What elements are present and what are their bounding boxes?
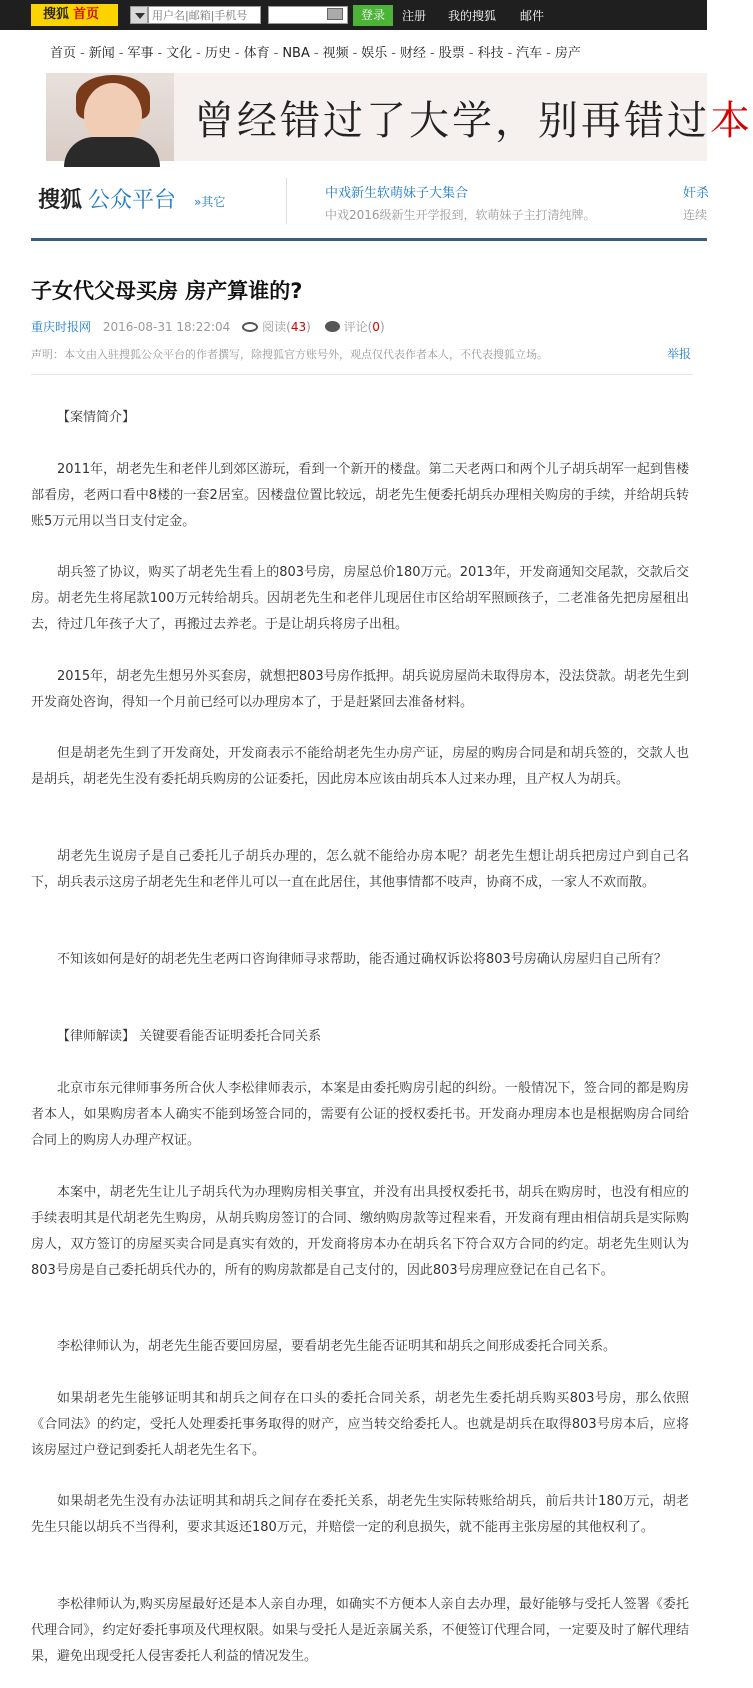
nav-separator: - <box>196 46 201 61</box>
banner-slogan <box>194 89 753 146</box>
article-paragraph: 胡兵签了协议，购买了胡老先生看上的803号房，房屋总价180万元。2013年，开发商通知交尾款，交款后交房。胡老先生将尾款100万元转给胡兵。因胡老先生和老伴儿现居住市区给胡军照顾孩子，二老准备先把房屋租出去，待过几年孩子大了，再搬过去养老。于是让胡兵将房子出租。 <box>31 565 689 632</box>
nav-separator: - <box>468 46 474 61</box>
mail-link[interactable]: 邮件 <box>520 9 545 23</box>
banner-slogan-main: 曾经错过了大学，别再错过 <box>194 98 710 144</box>
logo-text: 搜狐 <box>43 7 70 22</box>
article-paragraph: 【案情简介】 <box>57 410 136 425</box>
comment-label[interactable]: 评论( <box>343 320 373 334</box>
nav-item[interactable]: 股票 <box>438 46 465 61</box>
keyboard-icon[interactable] <box>327 8 343 20</box>
nav-item[interactable]: 文化 <box>166 46 193 61</box>
nav-item[interactable]: 首页 <box>50 46 77 61</box>
platform-logo-text: 搜狐 <box>38 188 83 213</box>
comment-close: ) <box>379 320 385 334</box>
nav-item[interactable]: 汽车 <box>516 46 543 61</box>
article-meta <box>31 318 385 334</box>
disclaimer: 声明：本文由入驻搜狐公众平台的作者撰写，除搜狐官方账号外，观点仅代表作者本人，不代表搜狐立场。 <box>31 348 548 361</box>
read-count: 43 <box>290 320 307 334</box>
promo-2-title[interactable]: 奸杀 <box>683 186 710 201</box>
eye-icon <box>242 322 258 332</box>
register-link[interactable]: 注册 <box>402 9 427 23</box>
nav-separator: - <box>507 46 513 61</box>
nav-item[interactable]: 新闻 <box>88 46 115 61</box>
nav-separator: - <box>118 46 124 61</box>
article-paragraph: 2015年，胡老先生想另外买套房，就想把803号房作抵押。胡兵说房屋尚未取得房本，没法贷款。胡老先生到开发商处咨询，得知一个月前已经可以办理房本了，于是赶紧回去准备材料。 <box>31 669 689 710</box>
article-source[interactable]: 重庆时报网 <box>31 320 92 334</box>
nav-separator: - <box>157 46 163 61</box>
article-paragraph: 不知该如何是好的胡老先生老两口咨询律师寻求帮助，能否通过确权诉讼将803号房确认房屋归自己所有？ <box>57 952 667 967</box>
article-paragraph: 如果胡老先生没有办法证明其和胡兵之间存在委托关系，胡老先生实际转账给胡兵，前后共计180万元，胡老先生只能以胡兵不当得利，要求其返还180万元，并赔偿一定的利息损失，就不能再主张房屋的其他权利了。 <box>31 1494 689 1535</box>
banner-slogan-red: 本 <box>710 98 753 144</box>
nav-item[interactable]: NBA <box>282 46 310 61</box>
article-datetime: 2016-08-31 18:22:04 <box>102 320 231 334</box>
article-paragraph: 北京市东元律师事务所合伙人李松律师表示，本案是由委托购房引起的纠纷。一般情况下，签合同的都是购房者本人，如果购房者本人确实不能到场签合同的，需要有公证的授权委托书。开发商办理房本也是根据购房合同给合同上的购房人办理产权证。 <box>31 1081 689 1148</box>
promo-1-title[interactable]: 中戏新生软萌妹子大集合 <box>325 186 469 201</box>
promo-1-desc: 中戏2016级新生开学报到，软萌妹子主打清纯牌。 <box>325 208 596 222</box>
nav-separator: - <box>234 46 240 61</box>
nav-separator: - <box>80 46 85 61</box>
nav-item[interactable]: 体育 <box>243 46 270 61</box>
nav-separator: - <box>273 46 279 61</box>
article-paragraph: 如果胡老先生能够证明其和胡兵之间存在口头的委托合同关系，胡老先生委托胡兵购买803号房，那么依照《合同法》的约定，受托人处理委托事务取得的财产，应当转交给委托人。也就是胡兵在取得803号房本后，应将该房屋过户登记到委托人胡老先生名下。 <box>31 1391 689 1458</box>
article-paragraph: 胡老先生说房子是自己委托儿子胡兵办理的，怎么就不能给办房本呢？胡老先生想让胡兵把房过户到自己名下，胡兵表示这房子胡老先生和老伴儿可以一直在此居住，其他事情都不吱声，协商不成，一家人不欢而散。 <box>31 849 689 890</box>
home-link[interactable]: 首页 <box>73 7 100 22</box>
nav-item[interactable]: 历史 <box>204 46 231 61</box>
meta-divider <box>31 374 693 375</box>
banner-ad[interactable] <box>46 73 753 161</box>
platform-divider <box>286 178 287 224</box>
nav-item[interactable]: 房产 <box>554 46 581 61</box>
nav-separator: - <box>352 46 358 61</box>
nav-item[interactable]: 军事 <box>127 46 154 61</box>
nav-item[interactable]: 科技 <box>477 46 504 61</box>
report-link[interactable]: 举报 <box>667 347 692 361</box>
platform-logo[interactable] <box>38 183 176 214</box>
top-bar <box>0 0 707 30</box>
platform-more-link[interactable]: »其它 <box>194 195 226 209</box>
article-paragraph: 2011年，胡老先生和老伴儿到郊区游玩，看到一个新开的楼盘。第二天老两口和两个儿子胡兵胡军一起到售楼部看房，老两口看中8楼的一套2居室。因楼盘位置比较远，胡老先生便委托胡兵办理相关购房的手续，并给胡兵转账5万元用以当日支付定金。 <box>31 462 689 529</box>
nav-separator: - <box>391 46 396 61</box>
nav-separator: - <box>313 46 319 61</box>
article-paragraph: 李松律师认为,购买房屋最好还是本人亲自办理，如确实不方便本人亲自去办理，最好能够与受托人签署《委托代理合同》，约定好委托事项及代理权限。如果与受托人是近亲属关系，不便签订代理合同，一定要及时了解代理结果，避免出现受托人侵害委托人利益的情况发生。 <box>31 1597 689 1664</box>
account-input[interactable] <box>148 6 261 24</box>
article-paragraph: 但是胡老先生到了开发商处，开发商表示不能给胡老先生办房产证，房屋的购房合同是和胡兵签的，交款人也是胡兵，胡老先生没有委托胡兵购房的公证委托，因此房本应该由胡兵本人过来办理，且产权人为胡兵。 <box>31 746 689 787</box>
article-paragraph: 本案中，胡老先生让儿子胡兵代为办理购房相关事宜，并没有出具授权委托书，胡兵在购房时，也没有相应的手续表明其是代胡老先生购房，从胡兵购房签订的合同、缴纳购房款等过程来看，开发商有理由相信胡兵是实际购房人，双方签订的房屋买卖合同是真实有效的，开发商将房本办在胡兵名下符合双方合同的约定。胡老先生则认为803号房是自己委托胡兵代办的，所有的购房款都是自己支付的，因此803号房理应登记在自己名下。 <box>31 1185 689 1278</box>
comment-icon <box>325 321 340 332</box>
comment-count[interactable]: 0 <box>372 320 380 334</box>
banner-photo <box>46 73 174 161</box>
article-title: 子女代父母买房 房产算谁的? <box>31 279 303 303</box>
nav-item[interactable]: 视频 <box>322 46 349 61</box>
nav-separator: - <box>546 46 551 61</box>
my-sohu-link[interactable]: 我的搜狐 <box>448 9 497 23</box>
promo-2-desc: 连续 <box>683 208 708 222</box>
login-button[interactable]: 登录 <box>353 5 393 26</box>
platform-rule <box>31 238 707 241</box>
platform-logo-sub: 公众平台 <box>88 188 177 213</box>
account-type-dropdown[interactable] <box>130 6 148 24</box>
read-close: ) <box>306 320 311 334</box>
main-nav <box>50 42 707 62</box>
read-label: 阅读( <box>262 320 291 334</box>
nav-item[interactable]: 财经 <box>400 46 427 61</box>
nav-separator: - <box>430 46 435 61</box>
article-paragraph: 【律师解读】 关键要看能否证明委托合同关系 <box>57 1029 322 1044</box>
sohu-logo[interactable] <box>31 4 118 26</box>
article-paragraph: 李松律师认为，胡老先生能否要回房屋，要看胡老先生能否证明其和胡兵之间形成委托合同关系。 <box>57 1339 617 1354</box>
nav-item[interactable]: 娱乐 <box>361 46 388 61</box>
